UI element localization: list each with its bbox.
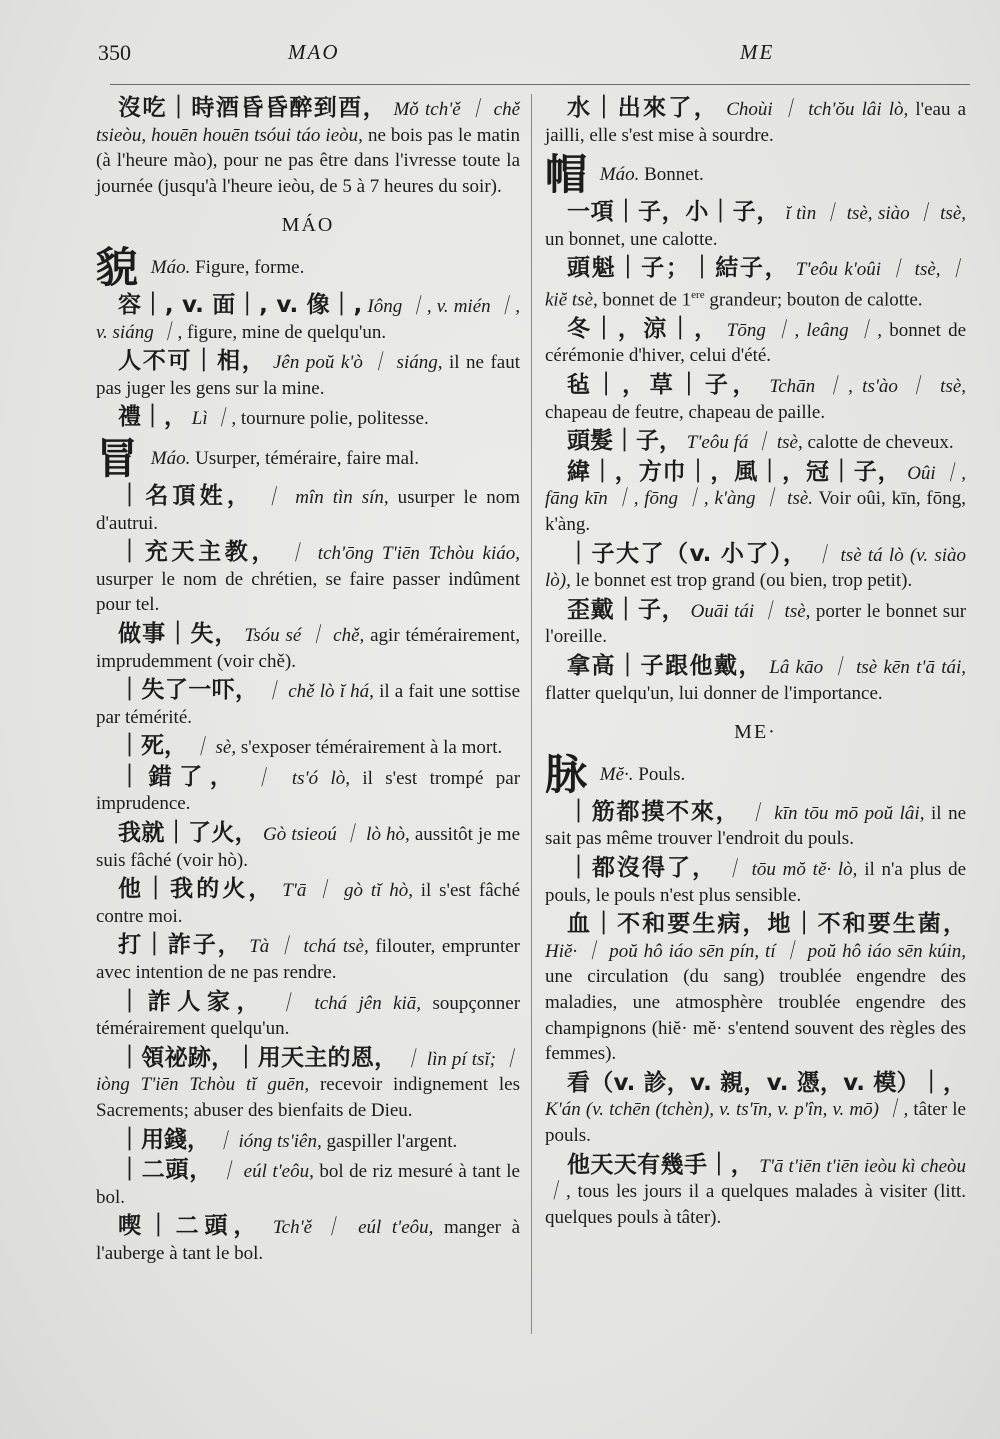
entry-definition: un bonnet, une calotte. [545,228,718,250]
entry-chinese: ｜子大了（v. 小了）， [567,540,808,567]
entry [96,622,520,674]
left-column [96,96,520,1271]
entry [545,800,966,852]
entry-definition: il s'est trompé par imprudence. [96,767,521,815]
entry-chinese: ｜用錢， [118,1126,210,1153]
entry [545,1071,966,1149]
entry-definition: il a fait une sottise par témérité. [96,681,521,728]
headword-entry [545,150,966,200]
entry-chinese: ｜都沒得了， [567,854,718,881]
entry-definition: bonnet de cérémonie d'hiver, celui d'été. [545,319,967,367]
entry-chinese: 打｜詐子， [118,932,243,959]
headword-character: 帽 [545,150,588,200]
entry-chinese: 血｜不和要生病，地｜不和要生菌， [567,911,966,938]
entry-romanization: T'ā ｜ gò tĭ hò, [282,880,413,902]
entry-chinese: 人不可｜相， [118,348,267,375]
entry-chinese: 做事｜失， [118,620,239,647]
entry-definition: manger à l'auberge à tant le bol. [96,1217,521,1264]
entry-chinese: 他天天有幾手｜， [567,1151,755,1178]
entry-definition: figure, mine de quelqu'un. [186,321,387,343]
entry-definition: agir témérairement, imprudemment (voir chě). [96,624,520,672]
entry-chinese: 一項｜子，小｜子， [567,199,781,226]
entry-romanization: T'ā t'iēn t'iēn ieòu kì cheòu ｜, [545,1155,966,1203]
entry-definition: tâter le pouls. [545,1099,966,1146]
entry-definition: une circulation (du sang) troublée engendre des maladies, une atmosphère troublée engendre des champignons (hiĕ· mĕ· s'entend souvent des règles des femmes). [545,966,966,1065]
entry-romanization: ｜ lìn pí tsĭ; ｜ iòng T'iēn Tchòu tĭ guēn, [96,1048,521,1096]
entry-romanization: ｜ sè, [191,737,237,759]
entry [96,484,520,536]
headword-entry [545,749,966,799]
entry-definition: filouter, emprunter avec intention de ne pas rendre. [96,936,521,984]
entry-definition: bol de riz mesuré à tant le bol. [96,1161,520,1208]
entry [545,654,966,706]
entry-romanization: Tchān ｜, ts'ào ｜ tsè, [769,376,967,398]
entry [96,877,520,929]
entry-chinese: 歪戴｜子， [567,596,686,623]
entry-romanization: ｜ chě lò ĭ há, [263,681,374,703]
entry [96,734,520,761]
entry-definition: l'eau a jailli, elle s'est mise à sourdre. [545,99,967,146]
entry-romanization: T'eôu fá ｜ tsè, [686,432,803,454]
entry [96,1158,520,1210]
entry-romanization: ｜ tchá jên kiā, [277,992,422,1014]
entry-definition: il ne sait pas même trouver l'endroit du pouls. [545,802,967,850]
entry [545,542,966,594]
entry-definition: usurper le nom de chrétien, se faire passer indûment pour tel. [96,568,520,616]
entry-romanization: K'án (v. tchēn (tchèn), v. ts'īn, v. p'în, v. mō) ｜, [545,1099,909,1121]
headword-romanization: Máo. [150,448,191,470]
entry-chinese: ｜領祕跡，｜用天主的恩， [118,1044,398,1071]
headword-definition: Pouls. [638,764,686,785]
entry [96,1128,520,1155]
entry-definition: gaspiller l'argent. [326,1130,458,1152]
entry-definition: Voir oûi, kīn, fōng, k'àng. [545,488,966,536]
entry-chinese: ｜詐人家， [118,988,267,1015]
entry-romanization: Gò tsieoú ｜ lò hò, [263,824,410,846]
entry [545,256,966,313]
entry [96,678,520,730]
entry-chinese: ｜失了一吓， [118,677,259,704]
entry [96,990,520,1042]
entry-romanization: Iông ｜, v. mién ｜, v. siáng ｜, [96,295,520,343]
entry [545,460,966,538]
entry-romanization: ｜ tsè tá lò (v. siào lò), [545,544,967,592]
entry-romanization: ｜ ióng ts'iên, [214,1130,322,1152]
entry-romanization: ｜ eúl t'eôu, [218,1161,314,1183]
entry-chinese: ｜名頂姓， [118,482,255,509]
entry-romanization: Tsóu sé ｜ chě, [244,624,365,646]
entry [96,293,520,345]
entry [96,540,520,618]
entry [545,912,966,1067]
entry-chinese: ｜充天主教， [118,539,279,566]
entry-definition: tournure polie, politesse. [240,408,429,430]
entry [96,349,520,401]
entry-chinese: 頭髮｜子， [567,428,682,455]
entry-romanization: T'eôu k'oûi ｜ tsè, ｜ kiĕ tsè, [545,259,966,311]
entry [545,856,966,908]
entry-romanization: ĭ tìn ｜ tsè, siào ｜ tsè, [785,203,966,225]
entry-definition: recevoir indignement les Sacrements; abuser des bienfaits de Dieu. [96,1074,521,1121]
entry-chinese: 冬｜，涼｜， [567,315,720,342]
headword-definition: Figure, forme. [195,257,305,279]
entry [545,429,966,456]
entry-definition: il n'a plus de pouls, le pouls n'est plus sensible. [545,858,966,906]
headword-definition: Usurper, téméraire, faire mal. [195,448,420,470]
entry-romanization: ｜ mîn tìn sín, [263,486,389,508]
entry [545,1153,966,1231]
entry-chinese: 水｜出來了， [567,95,720,121]
entry [545,200,966,252]
entry-romanization: ｜ tōu mŏ tĕ· lò, [723,858,858,880]
entry-chinese: 喫｜二頭， [118,1213,263,1240]
entry [545,96,966,148]
headword-character: 貌 [96,242,139,292]
running-head-left: MAO [288,40,340,64]
entry-romanization: Choùi ｜ tch'ŏu lâi lò, [726,99,909,120]
entry-definition: il s'est fâché contre moi. [96,880,520,927]
entry-romanization: Jên poŭ k'ò ｜ siáng, [272,352,443,374]
headword-romanization: Máo. [150,257,191,279]
entry-romanization: ｜ kīn tōu mō poŭ lâi, [747,802,925,824]
entry [545,317,966,369]
entry [545,373,966,425]
entry-chinese: 他｜我的火， [118,876,275,903]
entry-chinese: 沒吃｜時酒昏昏醉到酉， [118,95,388,121]
entry-romanization: Hiĕ· ｜ poŭ hô iáo sēn pín, tí ｜ poŭ hô iáo sēn kúin, [545,940,966,962]
entry-chinese: 緯｜，方巾｜，風｜，冠｜子， [567,458,902,485]
entry-romanization: ｜ tch'ōng T'iēn Tchòu kiáo, [286,543,520,565]
entry-romanization: Oûi ｜, fāng kīn ｜, fōng ｜, k'àng ｜ tsè. [545,462,966,510]
headword-entry [96,433,520,483]
entry-definition: aussitôt je me suis fâché (voir hò). [96,824,521,871]
entry-romanization: Tà ｜ tchá tsè, [249,936,369,958]
entry [96,821,520,873]
entry-definition: s'exposer témérairement à la mort. [240,737,503,759]
entry-romanization: Ouāi tái ｜ tsè, [690,600,811,622]
entry-chinese: ｜死， [118,733,187,760]
entry-romanization: Lâ kāo ｜ tsè kēn t'ā tái, [769,657,967,679]
entry-definition: usurper le nom d'autrui. [96,486,521,534]
headword-character: 冒 [96,433,139,483]
entry-definition: le bonnet est trop grand (ou bien, trop petit). [575,570,913,592]
entry [96,765,520,817]
entry [545,598,966,650]
entry-chinese: 毡｜，草｜子， [567,372,761,399]
entry-chinese: 容｜, v. 面｜, v. 像｜, [118,291,363,318]
headword-romanization: Mĕ·. [599,764,634,785]
entry-romanization: Tōng ｜, leâng ｜, [726,319,882,341]
entry-definition-cont: grandeur; bouton de calotte. [704,289,923,311]
right-column [545,96,966,1234]
headword-character: 脉 [545,749,588,799]
entry-romanization: ｜ ts'ó lò, [252,767,350,789]
entry-chinese: 頭魁｜子；｜結子， [567,255,790,282]
entry [96,1214,520,1266]
entry [96,933,520,985]
page-header [98,40,970,72]
headword-definition: Bonnet. [644,164,704,186]
entry-definition: chapeau de feutre, chapeau de paille. [545,401,826,423]
entry-chinese: 禮｜， [118,404,187,431]
entry-chinese: ｜錯了， [118,763,241,790]
section-heading-mao: MÁO [281,214,335,237]
section-heading-me: ME· [734,721,777,744]
entry-romanization: Tch'ě ｜ eúl t'eôu, [272,1217,434,1239]
entry-chinese: ｜筋都摸不來， [567,798,741,825]
entry-definition: bonnet de 1 [602,289,692,311]
page-number: 350 [98,40,131,65]
entry-definition: calotte de cheveux. [807,432,954,454]
entry [96,96,520,199]
entry-romanization: Lì ｜, [191,408,237,430]
entry-romanization: Mǒ tch'ě ｜ chě tsieòu, houēn houēn tsóui táo ieòu, [96,99,521,146]
entry [96,405,520,432]
headword-entry [96,242,520,292]
header-rule [110,84,970,85]
entry-chinese: ｜二頭， [118,1157,213,1184]
entry-chinese: 我就｜了火， [118,820,258,847]
entry-chinese: 拿高｜子跟他戴， [567,653,764,680]
entry-chinese: 看（v. 診，v. 親，v. 憑，v. 模）｜， [567,1069,966,1096]
entry-definition: il ne faut pas juger les gens sur la mine. [96,352,521,399]
column-divider [531,94,532,1334]
entry-definition: porter le bonnet sur l'oreille. [545,600,967,648]
ordinal-superscript: ere [691,288,705,301]
entry-definition: soupçonner témérairement quelqu'un. [96,992,521,1040]
entry-definition: ne bois pas le matin (à l'heure mào), pour ne pas être dans l'ivresse toute la journée (jusqu'à l'heure ieòu, de 5 à 7 heures du soir). [96,124,521,197]
headword-romanization: Máo. [599,164,640,186]
entry-definition: tous les jours il a quelques malades à visiter (litt. quelques pouls à tâter). [545,1181,966,1228]
entry-definition: flatter quelqu'un, lui donner de l'importance. [545,682,883,704]
running-head-right: ME [740,40,775,64]
entry [96,1046,520,1124]
